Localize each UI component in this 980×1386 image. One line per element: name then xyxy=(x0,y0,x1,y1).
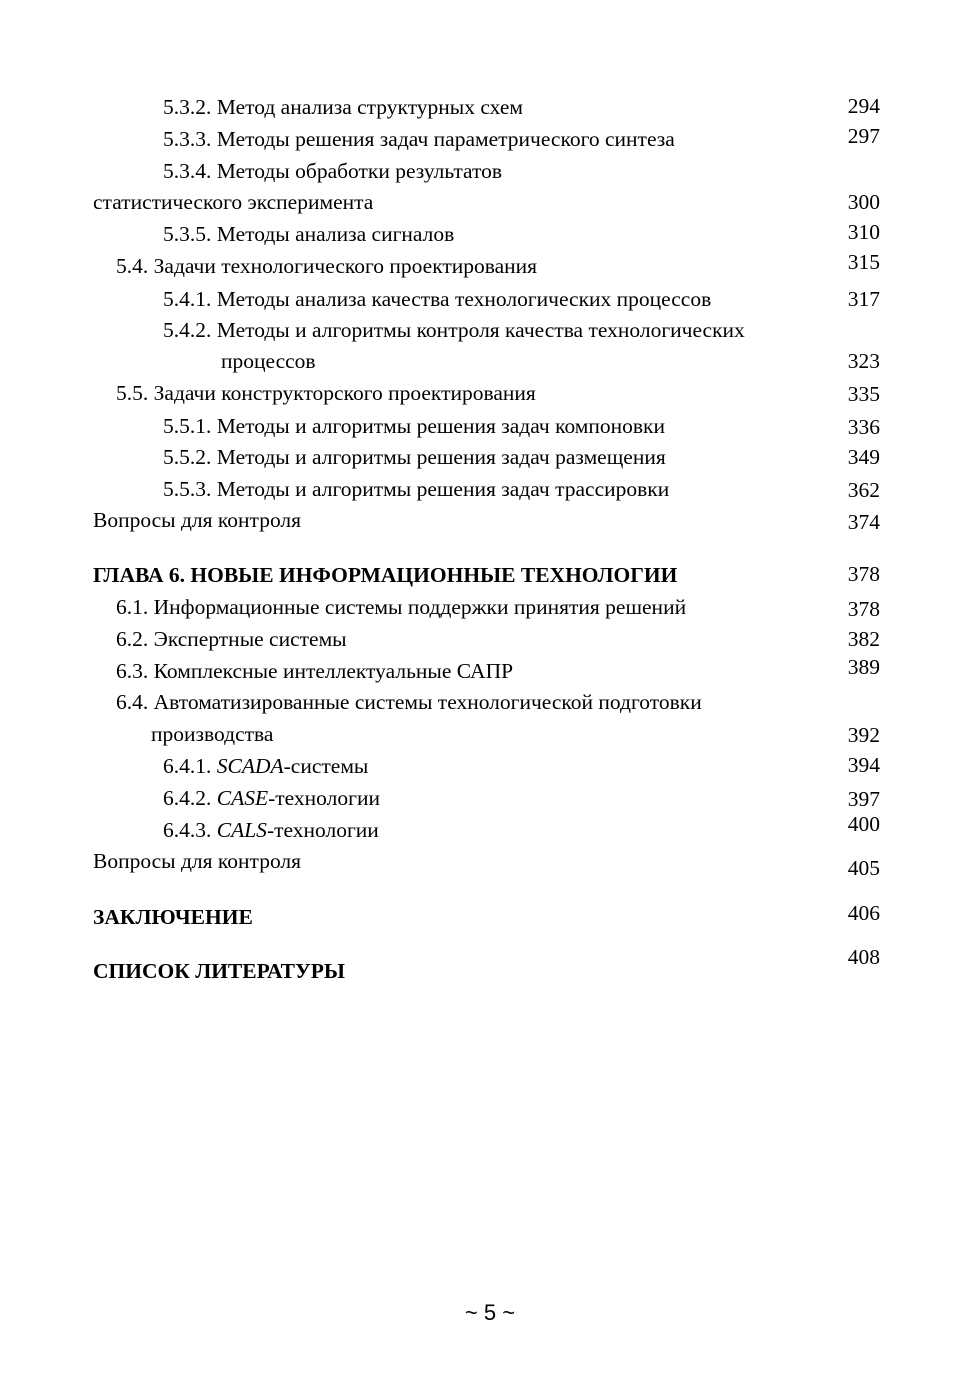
toc-entry-questions-ch6: Вопросы для контроля xyxy=(93,849,302,873)
toc-page-6-2: 382 xyxy=(847,627,880,651)
toc-entry-6-4-2 xyxy=(163,785,380,811)
toc-entry-5-3-4-line1: 5.3.4. Методы обработки результатов xyxy=(163,159,503,183)
toc-page-questions-ch5: 374 xyxy=(847,510,880,534)
toc-entry-6-1: 6.1. Информационные системы поддержки принятия решений xyxy=(116,595,687,619)
toc-entry-6-2: 6.2. Экспертные системы xyxy=(116,627,347,651)
toc-entry-6-4-1-suffix: -системы xyxy=(283,754,369,778)
toc-page-5-5-3: 362 xyxy=(847,478,880,502)
toc-entry-6-4-3 xyxy=(163,817,379,843)
page-number: ~ 5 ~ xyxy=(464,1300,516,1325)
toc-entry-5-4-2-line1: 5.4.2. Методы и алгоритмы контроля качества технологических xyxy=(163,318,745,342)
toc-page-6-3: 389 xyxy=(847,655,880,679)
toc-page-questions-ch6: 405 xyxy=(847,856,880,880)
toc-entry-6-4-3-number: 6.4.3. xyxy=(163,818,217,842)
toc-page-5-4-2: 323 xyxy=(847,349,880,373)
toc-entry-6-4-3-suffix: -технологии xyxy=(266,818,379,842)
toc-references-heading: СПИСОК ЛИТЕРАТУРЫ xyxy=(93,959,345,983)
toc-entry-5-5-2: 5.5.2. Методы и алгоритмы решения задач размещения xyxy=(163,445,666,469)
toc-entry-questions-ch5: Вопросы для контроля xyxy=(93,508,302,532)
toc-page-5-5-1: 336 xyxy=(847,415,880,439)
toc-conclusion-heading: ЗАКЛЮЧЕНИЕ xyxy=(93,905,253,929)
toc-page-5-3-4: 300 xyxy=(847,190,880,214)
toc-chapter-6-heading: ГЛАВА 6. НОВЫЕ ИНФОРМАЦИОННЫЕ ТЕХНОЛОГИИ xyxy=(93,563,678,587)
toc-page-5-3-3: 297 xyxy=(847,124,880,148)
toc-entry-6-4-1-term: SCADA xyxy=(216,754,284,778)
toc-entry-5-3-3: 5.3.3. Методы решения задач параметрического синтеза xyxy=(163,127,675,151)
toc-entry-6-4-1 xyxy=(163,753,368,779)
toc-entry-6-4-line2: производства xyxy=(151,722,274,746)
toc-entry-5-5-3: 5.5.3. Методы и алгоритмы решения задач трассировки xyxy=(163,477,670,501)
toc-page-5-5-2: 349 xyxy=(847,445,880,469)
toc-page-6-4: 392 xyxy=(847,723,880,747)
toc-page-chapter-6: 378 xyxy=(847,562,880,586)
toc-entry-5-4-1: 5.4.1. Методы анализа качества технологических процессов xyxy=(163,287,712,311)
toc-page-6-1: 378 xyxy=(847,597,880,621)
toc-entry-6-4-line1: 6.4. Автоматизированные системы технологической подготовки xyxy=(116,690,702,714)
toc-entry-5-4-2-line2: процессов xyxy=(221,349,316,373)
toc-page-6-4-1: 394 xyxy=(847,753,880,777)
toc-entry-5-3-4-line2: статистического эксперимента xyxy=(93,190,374,214)
toc-entry-5-5: 5.5. Задачи конструкторского проектирования xyxy=(116,381,536,405)
toc-page-references: 408 xyxy=(847,945,880,969)
toc-page-5-3-2: 294 xyxy=(847,94,880,118)
toc-entry-5-5-1: 5.5.1. Методы и алгоритмы решения задач компоновки xyxy=(163,414,666,438)
toc-entry-6-3: 6.3. Комплексные интеллектуальные САПР xyxy=(116,659,514,683)
toc-entry-6-4-2-suffix: -технологии xyxy=(268,786,380,810)
toc-entry-6-4-2-number: 6.4.2. xyxy=(163,786,217,810)
toc-page-5-5: 335 xyxy=(847,382,880,406)
toc-entry-6-4-2-term: CASE xyxy=(216,786,269,810)
toc-page-conclusion: 406 xyxy=(847,901,880,925)
toc-page-6-4-3: 400 xyxy=(847,812,880,836)
toc-entry-6-4-1-number: 6.4.1. xyxy=(163,754,217,778)
toc-page-5-4-1: 317 xyxy=(847,287,880,311)
toc-entry-5-3-2: 5.3.2. Метод анализа структурных схем xyxy=(163,95,523,119)
toc-page-6-4-2: 397 xyxy=(847,787,880,811)
toc-page-5-4: 315 xyxy=(847,250,880,274)
toc-page-5-3-5: 310 xyxy=(847,220,880,244)
toc-entry-5-4: 5.4. Задачи технологического проектирования xyxy=(116,254,538,278)
toc-entry-5-3-5: 5.3.5. Методы анализа сигналов xyxy=(163,222,455,246)
toc-entry-6-4-3-term: CALS xyxy=(216,818,267,842)
